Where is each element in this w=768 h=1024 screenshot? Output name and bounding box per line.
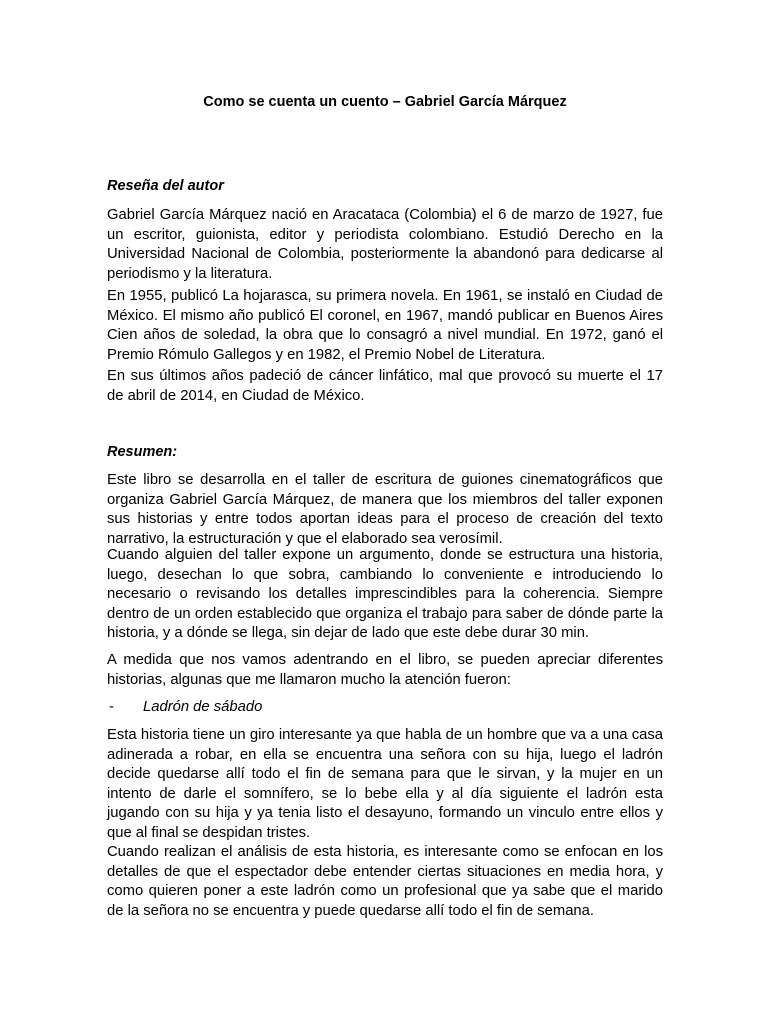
bullet-dash: - bbox=[109, 699, 114, 715]
heading-author-review: Reseña del autor bbox=[107, 178, 224, 194]
paragraph-author-bio: Gabriel García Márquez nació en Aracataca (Colombia) el 6 de marzo de 1927, fue un escritor, guionista, editor y periodista colombiano. Estudió Derecho en la Universidad Nacional de Colombia, posteriormente la abandonó para dedicarse al periodismo y la literatura. bbox=[107, 207, 663, 282]
paragraph-author-works: En 1955, publicó La hojarasca, su primera novela. En 1961, se instaló en Ciudad de México. El mismo año publicó El coronel, en 1967, mandó publicar en Buenos Aires Cien años de soledad, la obra que lo consagró a nivel mundial. En 1972, ganó el Premio Rómulo Gallegos y en 1982, el Premio Nobel de Literatura. bbox=[107, 288, 663, 363]
bullet-item-ladron-de-sabado bbox=[107, 697, 262, 717]
paragraph-summary-intro: Este libro se desarrolla en el taller de escritura de guiones cinematográficos que organiza Gabriel García Márquez, de manera que los miembros del taller exponen sus historias y entre todos aportan ideas para el proceso de creación del texto narrativo, la estructuración y que el elaborado sea verosímil. bbox=[107, 472, 663, 547]
paragraph-summary-stories: A medida que nos vamos adentrando en el libro, se pueden apreciar diferentes historias, algunas que me llamaron mucho la atención fueron: bbox=[107, 652, 663, 688]
paragraph-story-plot: Esta historia tiene un giro interesante ya que habla de un hombre que va a una casa adinerada a robar, en ella se encuentra una señora con su hija, luego el ladrón decide quedarse allí todo el fin de semana para que le sirvan, y la mujer en un intento de darle el somnífero, se lo bebe ella y al día siguiente el ladrón esta jugando con su hija y ya tenia listo el desayuno, formando un vinculo entre ellos y que al final se despidan tristes. bbox=[107, 727, 663, 841]
paragraph-story-analysis: Cuando realizan el análisis de esta historia, es interesante como se enfocan en los detalles de que el espectador debe entender ciertas situaciones en media hora, y como quieren poner a este ladrón como un profesional que ya sabe que el marido de la señora no se encuentra y puede quedarse allí todo el fin de semana. bbox=[107, 844, 663, 919]
heading-summary: Resumen: bbox=[107, 444, 178, 460]
bullet-item-label: Ladrón de sábado bbox=[143, 699, 263, 715]
paragraph-author-death: En sus últimos años padeció de cáncer linfático, mal que provocó su muerte el 17 de abril de 2014, en Ciudad de México. bbox=[107, 368, 663, 404]
document-title: Como se cuenta un cuento – Gabriel García Márquez bbox=[203, 94, 567, 110]
paragraph-summary-process: Cuando alguien del taller expone un argumento, donde se estructura una historia, luego, desechan lo que sobra, cambiando lo conveniente e introduciendo lo necesario o revisando los detalles imprescindibles para la coherencia. Siempre dentro de un orden establecido que organiza el trabajo para saber de dónde parte la historia, y a dónde se llega, sin dejar de lado que este debe durar 30 min. bbox=[107, 547, 663, 642]
